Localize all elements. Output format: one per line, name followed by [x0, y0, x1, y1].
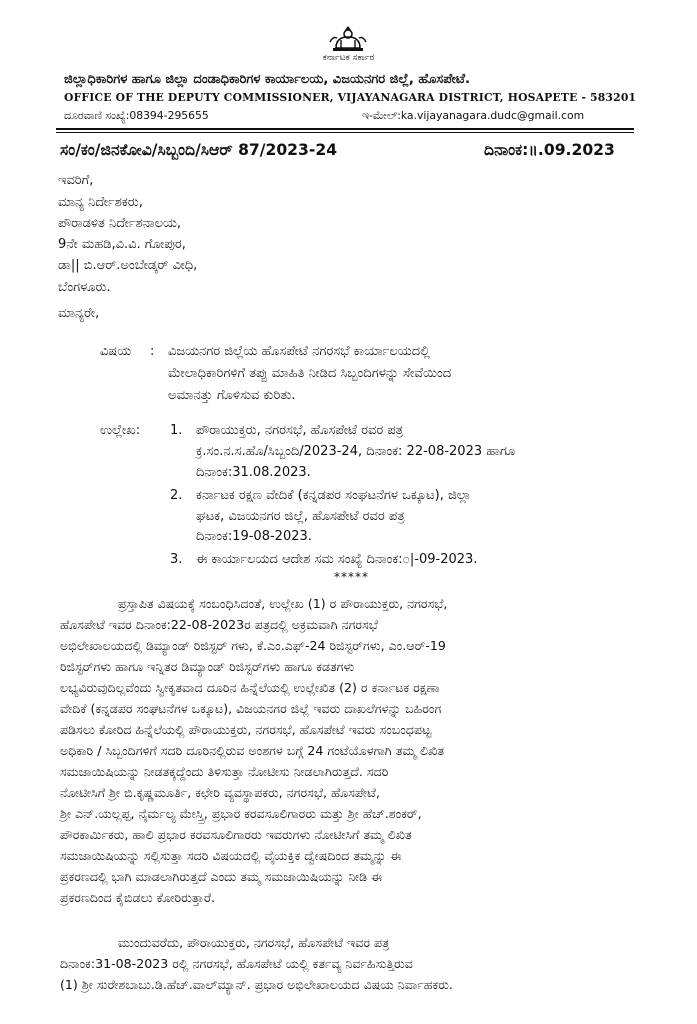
reference-item-line: ಪೌರಾಯುಕ್ತರು, ನಗರಸಭೆ, ಹೊಸಪೇಟೆ ರವರ ಪತ್ರ — [196, 423, 404, 438]
subject-colon: : — [150, 344, 155, 359]
body-line: ಹೊಸಪೇಟೆ ಇವರ ದಿನಾಂಕ:22-08-2023ರ ಪತ್ರದಲ್ಲಿ ಅಕ್ರಮವಾಗಿ ನಗರಸಭೆ — [60, 617, 378, 632]
phone-number: ದೂರವಾಣಿ ಸಂಖ್ಯೆ:08394-295655 — [64, 109, 209, 122]
state-name: ಕರ್ನಾಟಕ ಸರ್ಕಾರ — [322, 53, 375, 63]
reference-item-line: ಕ್ರ.ಸಂ.ನ.ಸ.ಹೊ/ಸಿಬ್ಬಂದಿ/2023-24, ದಿನಾಂಕ: 22-08-2023 ಹಾಗೂ — [196, 444, 516, 459]
addressee-line: 9ನೇ ಮಹಡಿ,ವಿ.ವಿ. ಗೋಪುರ, — [58, 237, 186, 252]
reference-item-number: 3. — [170, 552, 183, 567]
email-address: ಇ-ಮೇಲ್:ka.vijayanagara.dudc@gmail.com — [362, 109, 585, 122]
reference-item-line: ಈ ಕಾರ್ಯಾಲಯದ ಆದೇಶ ಸಮ ಸಂಖ್ಯೆ ದಿನಾಂಕ:೦|-09-2023. — [196, 552, 478, 567]
reference-item-line: ದಿನಾಂಕ:19-08-2023. — [196, 529, 312, 544]
body-line: (1) ಶ್ರೀ ಸುರೇಶಬಾಬು.ಡಿ.ಹೆಚ್.ವಾಲ್‌ಮ್ಯಾನ್. ಪ್ರಭಾರ ಅಭಿಲೇಖಾಲಯದ ವಿಷಯ ನಿರ್ವಾಹಕರು. — [60, 977, 453, 992]
salutation: ಮಾನ್ಯರೇ, — [58, 306, 100, 321]
body-line: ಮುಂದುವರೆದು, ಪೌರಾಯುಕ್ತರು, ನಗರಸಭೆ, ಹೊಸಪೇಟೆ ಇವರ ಪತ್ರ — [118, 935, 390, 950]
addressee-line: ಮಾನ್ಯ ನಿರ್ದೇಶಕರು, — [58, 195, 143, 210]
header-divider — [56, 128, 634, 130]
body-line: ಪಡಿಸಲು ಕೋರಿದ ಹಿನ್ನೆಲೆಯಲ್ಲಿ ಪೌರಾಯುಕ್ತರು, ನಗರಸಭೆ, ಹೊಸಪೇಟೆ ಇವರು ಸಂಬಂಧಪಟ್ಟ — [60, 722, 432, 737]
subject-line: ಅಮಾನತ್ತು ಗೊಳಿಸುವ ಕುರಿತು. — [168, 388, 296, 403]
reference-number: ಸಂ/ಕಂ/ಜಿನಕೋವಿ/ಸಿಬ್ಬಂದಿ/ಸಿಆರ್ 87/2023-24 — [60, 141, 338, 159]
reference-item-number: 2. — [170, 488, 183, 503]
body-line: ಪೌರಕಾರ್ಮಿಕರು, ಹಾಲಿ ಪ್ರಭಾರ ಕರವಸೂಲಿಗಾರರು ಇವರುಗಳು ನೋಟೀಸಿಗೆ ತಮ್ಮ ಲಿಖಿತ — [60, 827, 412, 842]
office-name-english: OFFICE OF THE DEPUTY COMMISSIONER, VIJAYANAGARA DISTRICT, HOSAPETE - 583201 — [64, 91, 637, 104]
addressee-line: ಬೆಂಗಳೂರು. — [58, 280, 111, 295]
reference-item-number: 1. — [170, 423, 183, 438]
addressee-line: ಇವರಿಗೆ, — [58, 173, 94, 188]
reference-item-line: ಕರ್ನಾಟಕ ರಕ್ಷಣ ವೇದಿಕೆ (ಕನ್ನಡಪರ ಸಂಘಟನೆಗಳ ಒಕ್ಕೂಟ), ಜಿಲ್ಲಾ — [196, 488, 472, 503]
body-line: ಪ್ರಕರಣದಿಂದ ಕೈಬಿಡಲು ಕೋರಿರುತ್ತಾರೆ. — [60, 890, 216, 905]
body-line: ವೇದಿಕೆ (ಕನ್ನಡಪರ ಸಂಘಟನೆಗಳ ಒಕ್ಕೂಟ), ವಿಜಯನಗರ ಜಿಲ್ಲೆ ಇವರು ದಾಖಲೆಗಳನ್ನು ಬಹಿರಂಗ — [60, 701, 442, 716]
body-line: ನೋಟೀಸಿಗೆ ಶ್ರೀ ಬಿ.ಕೃಷ್ಣಮೂರ್ತಿ, ಕಛೇರಿ ವ್ಯವಸ್ಥಾಪಕರು, ನಗರಸಭೆ, ಹೊಸಪೇಟೆ, — [60, 785, 380, 800]
addressee-line: ಡಾ|| ಬಿ.ಆರ್.ಅಂಬೇಡ್ಕರ್ ವೀಧಿ, — [58, 258, 198, 273]
body-line: ಲಭ್ಯವಿರುವುದಿಲ್ಲವೆಂದು ಸ್ವೀಕೃತವಾದ ದೂರಿನ ಹಿನ್ನೆಲೆಯಲ್ಲಿ ಉಲ್ಲೇಖಿತ (2) ರ ಕರ್ನಾಟಕ ರಕ್ಷಣಾ — [60, 680, 440, 695]
reference-item-line: ದಿನಾಂಕ:31.08.2023. — [196, 465, 311, 480]
body-line: ಅಧಿಕಾರಿ / ಸಿಬ್ಬಂದಿಗಳಿಗೆ ಸದರಿ ದೂರಿನಲ್ಲಿರುವ ಅಂಶಗಳ ಬಗ್ಗೆ 24 ಗಂಟೆಯೊಳಗಾಗಿ ತಮ್ಮ ಲಿಖಿತ — [60, 743, 445, 758]
header-divider-thin — [56, 132, 634, 133]
section-separator: ***** — [334, 570, 369, 584]
body-line: ಅಭಿಲೇಖಾಲಯದಲ್ಲಿ ಡಿಮ್ಯಾಂಡ್ ರಿಜಿಸ್ಟರ್ ಗಳು, ಕೆ.ಎಂ.ಎಫ್-24 ರಿಜಿಸ್ಟರ್‌ಗಳು, ಎಂ.ಆರ್-19 — [60, 638, 446, 653]
body-line: ಶ್ರೀ ಎನ್.ಯಲ್ಲಪ್ಪ, ನೈರ್ಮಲ್ಯ ಮೇಸ್ತ್ರಿ, ಪ್ರಭಾರ ಕರವಸೂಲಿಗಾರರು ಮತ್ತು ಶ್ರೀ ಹೆಚ್.ಶಂಕರ್, — [60, 806, 422, 821]
body-line: ಸಮಜಾಯಿಷಿಯನ್ನು ನೀಡತಕ್ಕದ್ದೆಂದು ತಿಳಿಸುತ್ತಾ ನೋಟೀಸು ನೀಡಲಾಗಿರುತ್ತದೆ. ಸದರಿ — [60, 764, 389, 779]
subject-line: ಮೇಲಾಧಿಕಾರಿಗಳಿಗೆ ತಪ್ಪು ಮಾಹಿತಿ ನೀಡಿದ ಸಿಬ್ಬಂದಿಗಳನ್ನು ಸೇವೆಯಿಂದ — [168, 366, 452, 381]
body-line: ದಿನಾಂಕ:31-08-2023 ರಲ್ಲಿ ನಗರಸಭೆ, ಹೊಸಪೇಟೆ ಯಲ್ಲಿ ಕರ್ತವ್ಯ ನಿರ್ವಹಿಸುತ್ತಿರುವ — [60, 956, 413, 971]
contact-line — [64, 109, 585, 123]
body-line: ಪ್ರಕರಣದಲ್ಲಿ ಭಾಗಿ ಮಾಡಲಾಗಿರುತ್ತದೆ ಎಂದು ತಮ್ಮ ಸಮಜಾಯಿಷಿಯನ್ನು ನೀಡಿ ಈ — [60, 869, 383, 884]
karnataka-emblem-icon — [327, 24, 369, 54]
body-line: ಪ್ರಸ್ತಾಪಿತ ವಿಷಯಕ್ಕೆ ಸಂಬಂಧಿಸಿದಂತೆ, ಉಲ್ಲೇಖ (1) ರ ಪೌರಾಯುಕ್ತರು, ನಗರಸಭೆ, — [118, 596, 448, 611]
subject-line: ವಿಜಯನಗರ ಜಿಲ್ಲೆಯ ಹೊಸಪೇಟೆ ನಗರಸಭೆ ಕಾರ್ಯಾಲಯದಲ್ಲಿ — [168, 344, 430, 359]
references-label: ಉಲ್ಲೇಖ: — [100, 423, 141, 438]
addressee-line: ಪೌರಾಡಳಿತ ನಿರ್ದೇಶನಾಲಯ, — [58, 216, 182, 231]
letter-date: ದಿನಾಂಕ:॥.09.2023 — [484, 141, 615, 159]
reference-item-line: ಘಟಕ, ವಿಜಯನಗರ ಜಿಲ್ಲೆ, ಹೊಸಪೇಟೆ ರವರ ಪತ್ರ — [196, 509, 405, 524]
body-line: ರಿಜಿಸ್ಟರ್‌ಗಳು ಹಾಗೂ ಇನ್ನಿತರ ಡಿಮ್ಯಾಂಡ್ ರಿಜಿಸ್ಟರ್‌ಗಳು ಹಾಗೂ ಕಡತಗಳು — [60, 659, 355, 674]
office-name-kannada: ಜಿಲ್ಲಾಧಿಕಾರಿಗಳ ಹಾಗೂ ಜಿಲ್ಲಾ ದಂಡಾಧಿಕಾರಿಗಳ ಕಾರ್ಯಾಲಯ, ವಿಜಯನಗರ ಜಿಲ್ಲೆ, ಹೊಸಪೇಟೆ. — [64, 72, 470, 87]
subject-label: ವಿಷಯ — [100, 344, 132, 359]
body-line: ಸಮಜಾಯಿಷಿಯನ್ನು ಸಲ್ಲಿಸುತ್ತಾ ಸದರಿ ವಿಷಯದಲ್ಲಿ ವೈಯಕ್ತಿಕ ದ್ವೇಷದಿಂದ ತಮ್ಮನ್ನು ಈ — [60, 848, 402, 863]
